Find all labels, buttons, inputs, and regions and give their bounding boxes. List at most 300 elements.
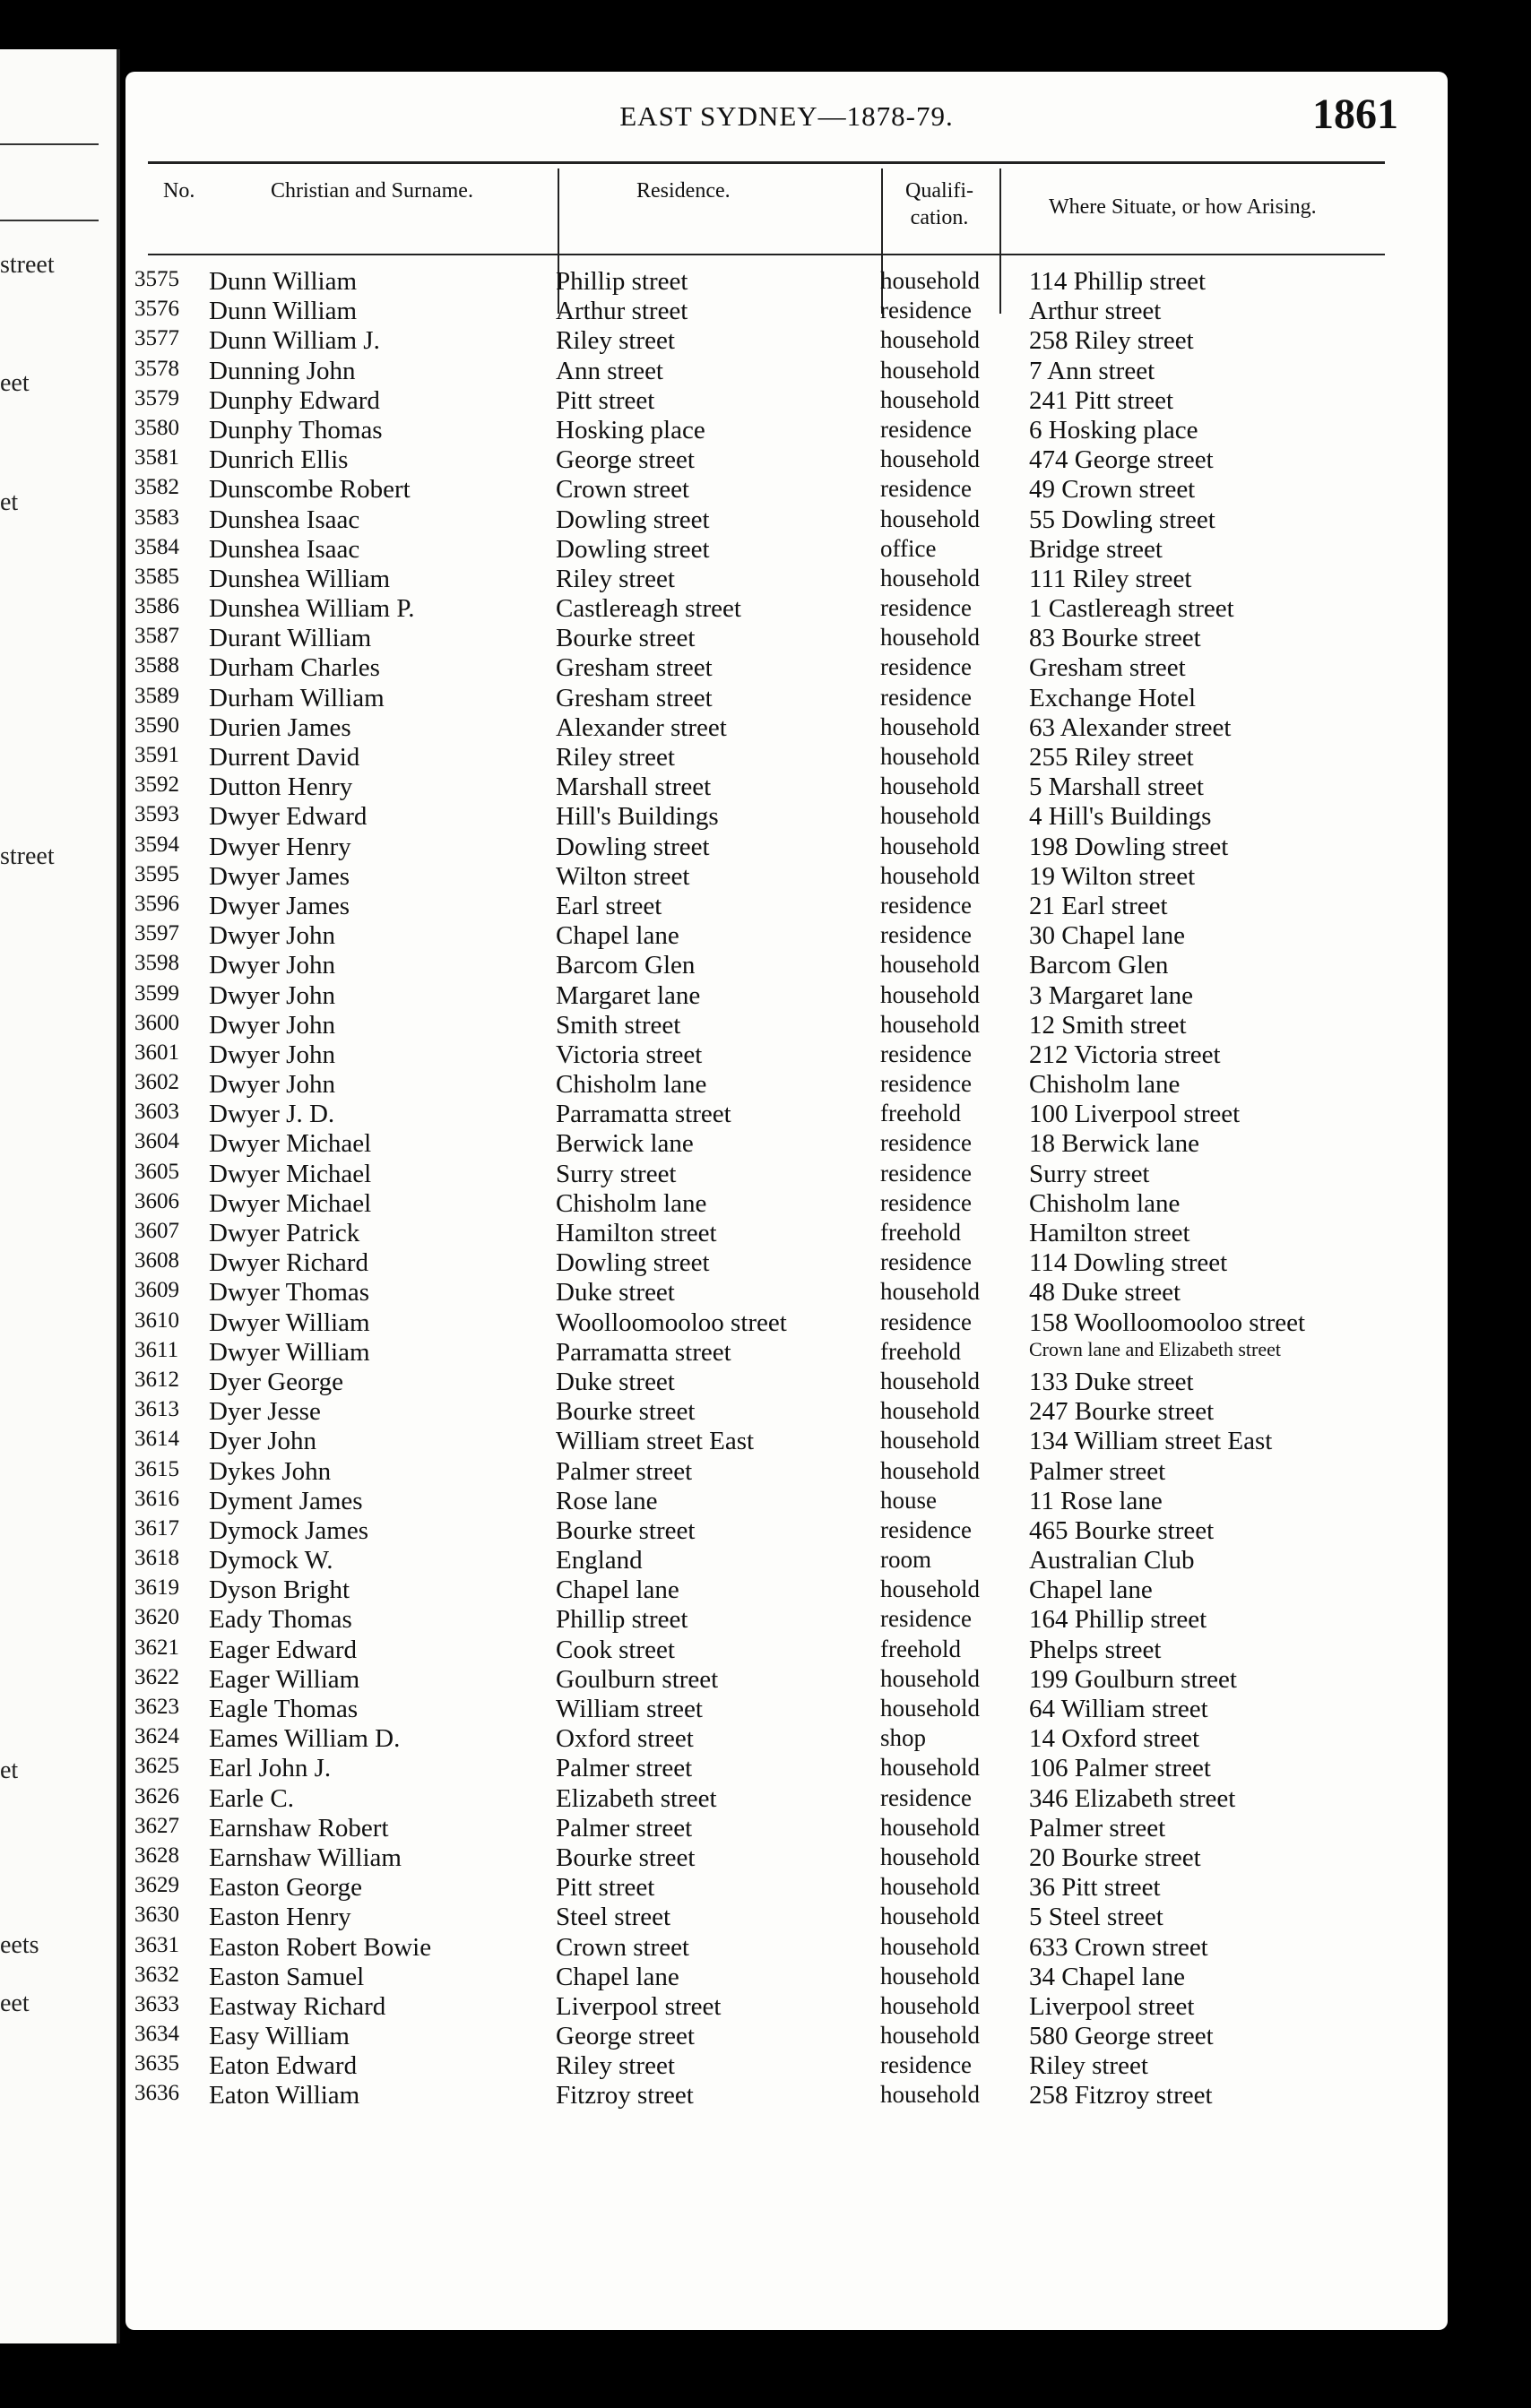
entry-number: 3588: [134, 653, 179, 678]
entry-where-situate: Bridge street: [1029, 534, 1163, 564]
entry-residence: Palmer street: [556, 1754, 693, 1783]
entry-number: 3578: [134, 356, 179, 381]
entry-where-situate: 100 Liverpool street: [1029, 1100, 1241, 1129]
prev-page-fragment: eets: [0, 1931, 39, 1959]
entry-number: 3631: [134, 1932, 179, 1957]
table-row: [125, 1516, 1448, 1546]
entry-number: 3582: [134, 475, 179, 500]
entry-residence: Marshall street: [556, 772, 712, 802]
entry-number: 3594: [134, 832, 179, 857]
entry-name: Easton Samuel: [209, 1962, 365, 1991]
entry-name: Dunshea William: [209, 564, 391, 593]
entry-name: Dyer Jesse: [209, 1397, 321, 1427]
table-row: [125, 624, 1448, 653]
table-row: [125, 1784, 1448, 1814]
entry-qualification: household: [880, 326, 980, 354]
entry-residence: Gresham street: [556, 683, 713, 712]
entry-number: 3606: [134, 1188, 179, 1213]
entry-name: Easton George: [209, 1873, 362, 1903]
entry-where-situate: 111 Riley street: [1029, 564, 1192, 593]
entry-name: Dunphy Thomas: [209, 415, 383, 444]
entry-residence: Steel street: [556, 1903, 671, 1932]
entry-qualification: household: [880, 802, 980, 830]
entry-name: Eaton Edward: [209, 2051, 358, 2081]
page-number: 1861: [1312, 91, 1398, 138]
table-row: [125, 743, 1448, 772]
entry-residence: Bourke street: [556, 624, 696, 653]
entry-number: 3633: [134, 1991, 179, 2016]
entry-residence: Goulburn street: [556, 1664, 719, 1694]
prev-page-fragment: street: [0, 251, 55, 279]
entry-number: 3592: [134, 772, 179, 798]
entry-where-situate: 3 Margaret lane: [1029, 980, 1194, 1010]
entry-residence: George street: [556, 445, 695, 475]
entry-residence: Crown street: [556, 1932, 689, 1962]
table-row: [125, 1843, 1448, 1873]
table-row: [125, 1665, 1448, 1695]
entry-number: 3609: [134, 1278, 179, 1303]
entry-name: Eames William D.: [209, 1724, 401, 1754]
entry-residence: Phillip street: [556, 1605, 688, 1635]
entry-name: Easton Robert Bowie: [209, 1932, 432, 1962]
table-row: [125, 267, 1448, 297]
entry-number: 3586: [134, 594, 179, 619]
entry-name: Dwyer Michael: [209, 1159, 372, 1188]
entry-residence: Hamilton street: [556, 1219, 717, 1247]
entry-qualification: residence: [880, 1248, 972, 1276]
entry-number: 3612: [134, 1367, 179, 1392]
entry-name: Dwyer John: [209, 1010, 335, 1040]
divider: [0, 143, 99, 145]
table-row: [125, 1546, 1448, 1575]
column-header-qualification: Qualifi- cation.: [905, 179, 973, 229]
page-title: EAST SYDNEY—1878-79.: [619, 100, 954, 132]
entry-where-situate: Chapel lane: [1029, 1575, 1153, 1605]
entry-residence: Riley street: [556, 564, 675, 593]
entry-name: Dwyer Edward: [209, 802, 368, 832]
entry-qualification: household: [880, 564, 980, 591]
entry-name: Durien James: [209, 712, 351, 742]
entry-qualification: residence: [880, 594, 972, 622]
entry-residence: Pitt street: [556, 385, 655, 415]
divider: [0, 220, 99, 221]
table-row: [125, 2022, 1448, 2051]
entry-qualification: household: [880, 1427, 980, 1454]
entry-number: 3576: [134, 297, 179, 322]
entry-residence: George street: [556, 2022, 695, 2051]
table-row: [125, 1457, 1448, 1487]
previous-page-edge: [0, 49, 120, 2343]
entry-where-situate: 18 Berwick lane: [1029, 1129, 1200, 1159]
entry-where-situate: 48 Duke street: [1029, 1278, 1181, 1308]
entry-name: Dunrich Ellis: [209, 445, 349, 475]
entry-residence: Dowling street: [556, 534, 710, 564]
entry-where-situate: 258 Riley street: [1029, 326, 1194, 356]
entry-qualification: household: [880, 385, 980, 413]
entry-where-situate: Liverpool street: [1029, 1991, 1195, 2021]
entry-name: Dyment James: [209, 1486, 363, 1515]
entry-number: 3585: [134, 564, 179, 589]
entry-residence: Arthur street: [556, 297, 688, 326]
table-row: [125, 713, 1448, 743]
entry-name: Dwyer John: [209, 1040, 335, 1069]
entry-name: Dunn William: [209, 297, 358, 326]
table-row: [125, 653, 1448, 683]
entry-residence: Rose lane: [556, 1486, 658, 1515]
entry-name: Dwyer William: [209, 1337, 370, 1367]
entry-number: 3622: [134, 1664, 179, 1689]
table-row: [125, 2051, 1448, 2081]
entry-qualification: household: [880, 2081, 980, 2109]
entry-qualification: residence: [880, 683, 972, 711]
entry-number: 3615: [134, 1456, 179, 1481]
entry-qualification: household: [880, 772, 980, 800]
entry-residence: Bourke street: [556, 1515, 696, 1545]
entry-number: 3603: [134, 1100, 179, 1125]
entry-qualification: freehold: [880, 1219, 961, 1246]
entry-where-situate: 5 Steel street: [1029, 1903, 1163, 1932]
entry-qualification: residence: [880, 297, 972, 324]
table-row: [125, 1338, 1448, 1368]
entry-name: Dwyer John: [209, 980, 335, 1010]
entry-name: Dunshea Isaac: [209, 505, 360, 534]
entry-qualification: residence: [880, 1070, 972, 1098]
entry-where-situate: 4 Hill's Buildings: [1029, 802, 1212, 832]
entry-qualification: household: [880, 743, 980, 770]
entry-where-situate: Hamilton street: [1029, 1219, 1190, 1247]
entry-qualification: household: [880, 1664, 980, 1692]
entry-residence: Chisholm lane: [556, 1188, 707, 1218]
entry-qualification: household: [880, 624, 980, 652]
entry-number: 3623: [134, 1695, 179, 1719]
entry-qualification: freehold: [880, 1100, 961, 1127]
entry-name: Earnshaw William: [209, 1843, 402, 1872]
entry-where-situate: 133 Duke street: [1029, 1367, 1194, 1396]
entry-name: Dunphy Edward: [209, 385, 380, 415]
entry-residence: Dowling street: [556, 832, 710, 861]
entry-qualification: household: [880, 1397, 980, 1425]
entry-name: Easy William: [209, 2022, 350, 2051]
entry-number: 3627: [134, 1813, 179, 1838]
entry-qualification: household: [880, 1813, 980, 1841]
entry-qualification: household: [880, 1903, 980, 1930]
entry-where-situate: 199 Goulburn street: [1029, 1664, 1237, 1694]
register-page: [125, 72, 1448, 2330]
table-row: [125, 1368, 1448, 1397]
entry-qualification: room: [880, 1546, 931, 1574]
entry-number: 3580: [134, 415, 179, 440]
entry-where-situate: 5 Marshall street: [1029, 772, 1204, 802]
entry-where-situate: 114 Dowling street: [1029, 1248, 1228, 1278]
table-row: [125, 951, 1448, 980]
table-row: [125, 1427, 1448, 1456]
prev-page-fragment: et: [0, 488, 19, 516]
entry-qualification: house: [880, 1486, 937, 1514]
table-row: [125, 862, 1448, 892]
entry-residence: Victoria street: [556, 1040, 703, 1069]
entry-residence: Castlereagh street: [556, 594, 741, 624]
entry-residence: Smith street: [556, 1010, 681, 1040]
entry-where-situate: Crown lane and Elizabeth street: [1029, 1337, 1282, 1360]
entry-where-situate: 64 William street: [1029, 1695, 1208, 1723]
entry-residence: Chapel lane: [556, 1962, 679, 1991]
column-header-no: No.: [163, 179, 195, 203]
entry-qualification: household: [880, 445, 980, 473]
entry-name: Dwyer William: [209, 1308, 370, 1337]
entry-where-situate: 134 William street East: [1029, 1427, 1273, 1456]
entry-name: Dwyer John: [209, 921, 335, 951]
table-row: [125, 326, 1448, 356]
entry-where-situate: 21 Earl street: [1029, 891, 1168, 920]
table-row: [125, 1487, 1448, 1516]
table-row: [125, 1724, 1448, 1754]
entry-number: 3598: [134, 951, 179, 976]
entry-residence: Oxford street: [556, 1724, 694, 1754]
table-row: [125, 892, 1448, 921]
table-row: [125, 1070, 1448, 1100]
entry-where-situate: 114 Phillip street: [1029, 267, 1207, 296]
header-rule-top: [148, 161, 1385, 164]
table-row: [125, 1308, 1448, 1338]
entry-qualification: household: [880, 1843, 980, 1870]
entry-qualification: household: [880, 1010, 980, 1038]
entry-number: 3614: [134, 1427, 179, 1452]
entry-number: 3579: [134, 385, 179, 410]
entry-name: Easton Henry: [209, 1903, 351, 1932]
entry-number: 3632: [134, 1962, 179, 1987]
entry-where-situate: 158 Woolloomooloo street: [1029, 1308, 1306, 1337]
column-header-residence: Residence.: [636, 179, 731, 203]
entry-where-situate: 11 Rose lane: [1029, 1486, 1163, 1515]
table-row: [125, 921, 1448, 951]
table-row: [125, 445, 1448, 475]
table-row: [125, 475, 1448, 505]
entry-residence: Pitt street: [556, 1873, 655, 1903]
entry-qualification: residence: [880, 1129, 972, 1157]
entry-qualification: household: [880, 267, 980, 294]
entry-where-situate: 346 Elizabeth street: [1029, 1783, 1236, 1813]
register-entries: [125, 267, 1448, 2111]
entry-qualification: household: [880, 1278, 980, 1306]
entry-name: Dunscombe Robert: [209, 475, 411, 505]
table-row: [125, 1011, 1448, 1040]
entry-where-situate: Australian Club: [1029, 1546, 1195, 1575]
entry-residence: Bourke street: [556, 1843, 696, 1872]
entry-qualification: household: [880, 1695, 980, 1722]
entry-number: 3621: [134, 1635, 179, 1660]
entry-where-situate: 12 Smith street: [1029, 1010, 1187, 1040]
entry-where-situate: 6 Hosking place: [1029, 415, 1198, 444]
entry-where-situate: 14 Oxford street: [1029, 1724, 1200, 1754]
entry-qualification: residence: [880, 921, 972, 949]
entry-name: Dyer John: [209, 1427, 317, 1456]
entry-residence: Gresham street: [556, 653, 713, 683]
entry-residence: Bourke street: [556, 1397, 696, 1427]
entry-where-situate: 83 Bourke street: [1029, 624, 1201, 653]
entry-where-situate: 63 Alexander street: [1029, 712, 1232, 742]
entry-number: 3610: [134, 1308, 179, 1333]
entry-residence: Parramatta street: [556, 1337, 731, 1367]
entry-number: 3577: [134, 326, 179, 351]
entry-qualification: residence: [880, 2051, 972, 2079]
entry-name: Eager Edward: [209, 1635, 358, 1664]
entry-name: Eastway Richard: [209, 1991, 386, 2021]
entry-name: Dwyer J. D.: [209, 1100, 335, 1129]
table-row: [125, 1040, 1448, 1070]
entry-name: Dutton Henry: [209, 772, 353, 802]
entry-number: 3600: [134, 1010, 179, 1035]
entry-qualification: residence: [880, 475, 972, 503]
entry-number: 3619: [134, 1575, 179, 1601]
prev-page-fragment: street: [0, 842, 55, 870]
entry-name: Dunshea Isaac: [209, 534, 360, 564]
entry-number: 3591: [134, 743, 179, 767]
entry-number: 3596: [134, 891, 179, 916]
entry-qualification: household: [880, 1962, 980, 1989]
entry-name: Dwyer James: [209, 861, 350, 891]
entry-qualification: office: [880, 534, 937, 562]
entry-where-situate: 1 Castlereagh street: [1029, 594, 1234, 624]
table-row: [125, 505, 1448, 535]
column-header-name: Christian and Surname.: [271, 179, 473, 203]
entry-residence: Fitzroy street: [556, 2081, 694, 2110]
entry-where-situate: 49 Crown street: [1029, 475, 1196, 505]
entry-where-situate: 30 Chapel lane: [1029, 921, 1185, 951]
entry-name: Dymock James: [209, 1515, 368, 1545]
entry-qualification: household: [880, 2022, 980, 2050]
table-row: [125, 1873, 1448, 1903]
entry-qualification: household: [880, 951, 980, 979]
entry-residence: Woolloomooloo street: [556, 1308, 787, 1337]
entry-number: 3636: [134, 2081, 179, 2106]
entry-name: Eagle Thomas: [209, 1695, 359, 1723]
entry-qualification: household: [880, 505, 980, 532]
prev-page-fragment: et: [0, 1756, 19, 1784]
entry-number: 3584: [134, 534, 179, 559]
entry-where-situate: 633 Crown street: [1029, 1932, 1208, 1962]
entry-qualification: residence: [880, 1605, 972, 1633]
entry-number: 3634: [134, 2022, 179, 2047]
entry-name: Durrent David: [209, 743, 360, 772]
table-row: [125, 1278, 1448, 1308]
header-rule-bottom: [148, 254, 1385, 255]
table-row: [125, 684, 1448, 713]
entry-where-situate: Gresham street: [1029, 653, 1186, 683]
table-row: [125, 535, 1448, 565]
entry-name: Durham William: [209, 683, 385, 712]
entry-number: 3604: [134, 1129, 179, 1154]
entry-residence: Berwick lane: [556, 1129, 694, 1159]
entry-residence: Margaret lane: [556, 980, 701, 1010]
entry-name: Dunn William J.: [209, 326, 380, 356]
entry-number: 3601: [134, 1040, 179, 1065]
entry-where-situate: Riley street: [1029, 2051, 1148, 2081]
table-row: [125, 1605, 1448, 1635]
entry-residence: Crown street: [556, 475, 689, 505]
entry-residence: Chapel lane: [556, 1575, 679, 1605]
entry-residence: William street: [556, 1695, 703, 1723]
entry-residence: Palmer street: [556, 1456, 693, 1486]
table-row: [125, 1189, 1448, 1219]
entry-where-situate: 106 Palmer street: [1029, 1754, 1211, 1783]
entry-where-situate: 19 Wilton street: [1029, 861, 1196, 891]
entry-where-situate: 465 Bourke street: [1029, 1515, 1215, 1545]
entry-name: Dykes John: [209, 1456, 332, 1486]
entry-residence: Surry street: [556, 1159, 677, 1188]
entry-qualification: freehold: [880, 1635, 961, 1662]
entry-name: Dyson Bright: [209, 1575, 350, 1605]
entry-number: 3626: [134, 1783, 179, 1808]
entry-name: Earl John J.: [209, 1754, 332, 1783]
entry-name: Earle C.: [209, 1783, 295, 1813]
entry-where-situate: Arthur street: [1029, 297, 1162, 326]
entry-residence: Cook street: [556, 1635, 675, 1664]
entry-qualification: shop: [880, 1724, 927, 1752]
entry-number: 3620: [134, 1605, 179, 1630]
entry-residence: Riley street: [556, 326, 675, 356]
entry-number: 3605: [134, 1159, 179, 1184]
entry-name: Earnshaw Robert: [209, 1813, 389, 1843]
entry-number: 3575: [134, 267, 179, 291]
entry-name: Dunn William: [209, 267, 358, 296]
entry-number: 3630: [134, 1903, 179, 1928]
entry-number: 3581: [134, 445, 179, 470]
entry-qualification: household: [880, 1991, 980, 2019]
entry-where-situate: 258 Fitzroy street: [1029, 2081, 1213, 2110]
entry-where-situate: 212 Victoria street: [1029, 1040, 1221, 1069]
entry-where-situate: Chisholm lane: [1029, 1188, 1181, 1218]
entry-qualification: household: [880, 356, 980, 384]
table-row: [125, 1933, 1448, 1963]
entry-where-situate: Chisholm lane: [1029, 1070, 1181, 1100]
entry-number: 3595: [134, 861, 179, 886]
column-header-where: Where Situate, or how Arising.: [1049, 195, 1317, 219]
table-row: [125, 1397, 1448, 1427]
entry-qualification: household: [880, 1575, 980, 1603]
entry-qualification: residence: [880, 653, 972, 681]
entry-qualification: household: [880, 1932, 980, 1960]
table-row: [125, 416, 1448, 445]
entry-name: Dwyer Michael: [209, 1188, 372, 1218]
entry-where-situate: Palmer street: [1029, 1813, 1166, 1843]
table-row: [125, 1695, 1448, 1724]
entry-residence: Barcom Glen: [556, 951, 696, 980]
table-row: [125, 594, 1448, 624]
entry-residence: Elizabeth street: [556, 1783, 717, 1813]
entry-name: Dyer George: [209, 1367, 344, 1396]
entry-where-situate: 247 Bourke street: [1029, 1397, 1215, 1427]
entry-qualification: residence: [880, 1308, 972, 1335]
table-row: [125, 1814, 1448, 1843]
entry-where-situate: Barcom Glen: [1029, 951, 1169, 980]
entry-number: 3625: [134, 1754, 179, 1779]
entry-name: Dwyer John: [209, 1070, 335, 1100]
entry-number: 3616: [134, 1486, 179, 1511]
entry-residence: Duke street: [556, 1278, 675, 1308]
entry-residence: Parramatta street: [556, 1100, 731, 1129]
entry-qualification: household: [880, 861, 980, 889]
entry-qualification: household: [880, 1367, 980, 1394]
entry-name: Dwyer Richard: [209, 1248, 368, 1278]
entry-number: 3597: [134, 921, 179, 946]
entry-number: 3599: [134, 980, 179, 1005]
entry-name: Dymock W.: [209, 1546, 333, 1575]
entry-name: Dwyer John: [209, 951, 335, 980]
entry-name: Eady Thomas: [209, 1605, 352, 1635]
entry-where-situate: Palmer street: [1029, 1456, 1166, 1486]
table-row: [125, 772, 1448, 802]
prev-page-fragment: eet: [0, 369, 30, 397]
